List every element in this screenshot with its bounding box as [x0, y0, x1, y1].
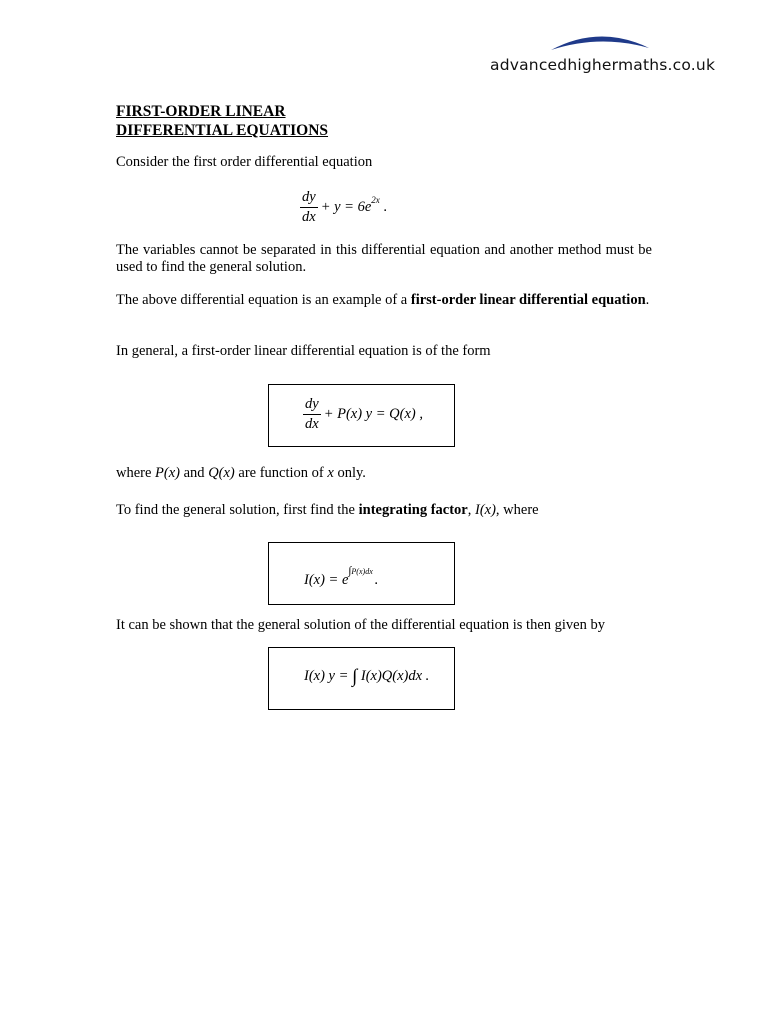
- linear-paragraph: The above differential equation is an example of a first-order linear differential equation.: [116, 292, 650, 308]
- solution-intro: It can be shown that the general solution of the differential equation is then given by: [116, 617, 605, 633]
- page-title-line-2: DIFFERENTIAL EQUATIONS: [116, 122, 329, 139]
- dy-dx-fraction: $\frac{dy}{dx}$: [305, 396, 319, 432]
- integrating-factor-equation: $I(x) = e^{\int P(x)dx}$ .: [304, 565, 378, 588]
- general-solution-box: [268, 647, 455, 710]
- general-solution-equation: I(x) y = ∫ I(x)Q(x)dx .: [304, 666, 430, 687]
- integrating-factor-line: To find the general solution, first find the integrating factor, I(x), where: [116, 502, 539, 518]
- where-line: where P(x) and Q(x) are function of x only.: [116, 465, 366, 481]
- page-title-line-1: FIRST-ORDER LINEAR: [116, 103, 286, 120]
- logo-swoosh-icon: [545, 28, 655, 56]
- general-equation-box: [268, 384, 455, 447]
- logo-text: advancedhighermaths.co.uk: [490, 56, 716, 74]
- general-equation: $\frac{dy}{dx}$ + P(x) y = Q(x) ,: [305, 396, 423, 432]
- integrating-factor-box: [268, 542, 455, 605]
- dy-dx-fraction: $\frac{dy}{dx}$: [302, 189, 316, 225]
- example-equation: $\frac{dy}{dx}$ + $y = 6e^{2x}$ .: [302, 189, 388, 225]
- general-form-intro: In general, a first-order linear differential equation is of the form: [116, 343, 491, 359]
- intro-text: Consider the first order differential equation: [116, 154, 373, 170]
- separation-paragraph: The variables cannot be separated in this differential equation and another method must be used to find the general solution.: [116, 242, 652, 275]
